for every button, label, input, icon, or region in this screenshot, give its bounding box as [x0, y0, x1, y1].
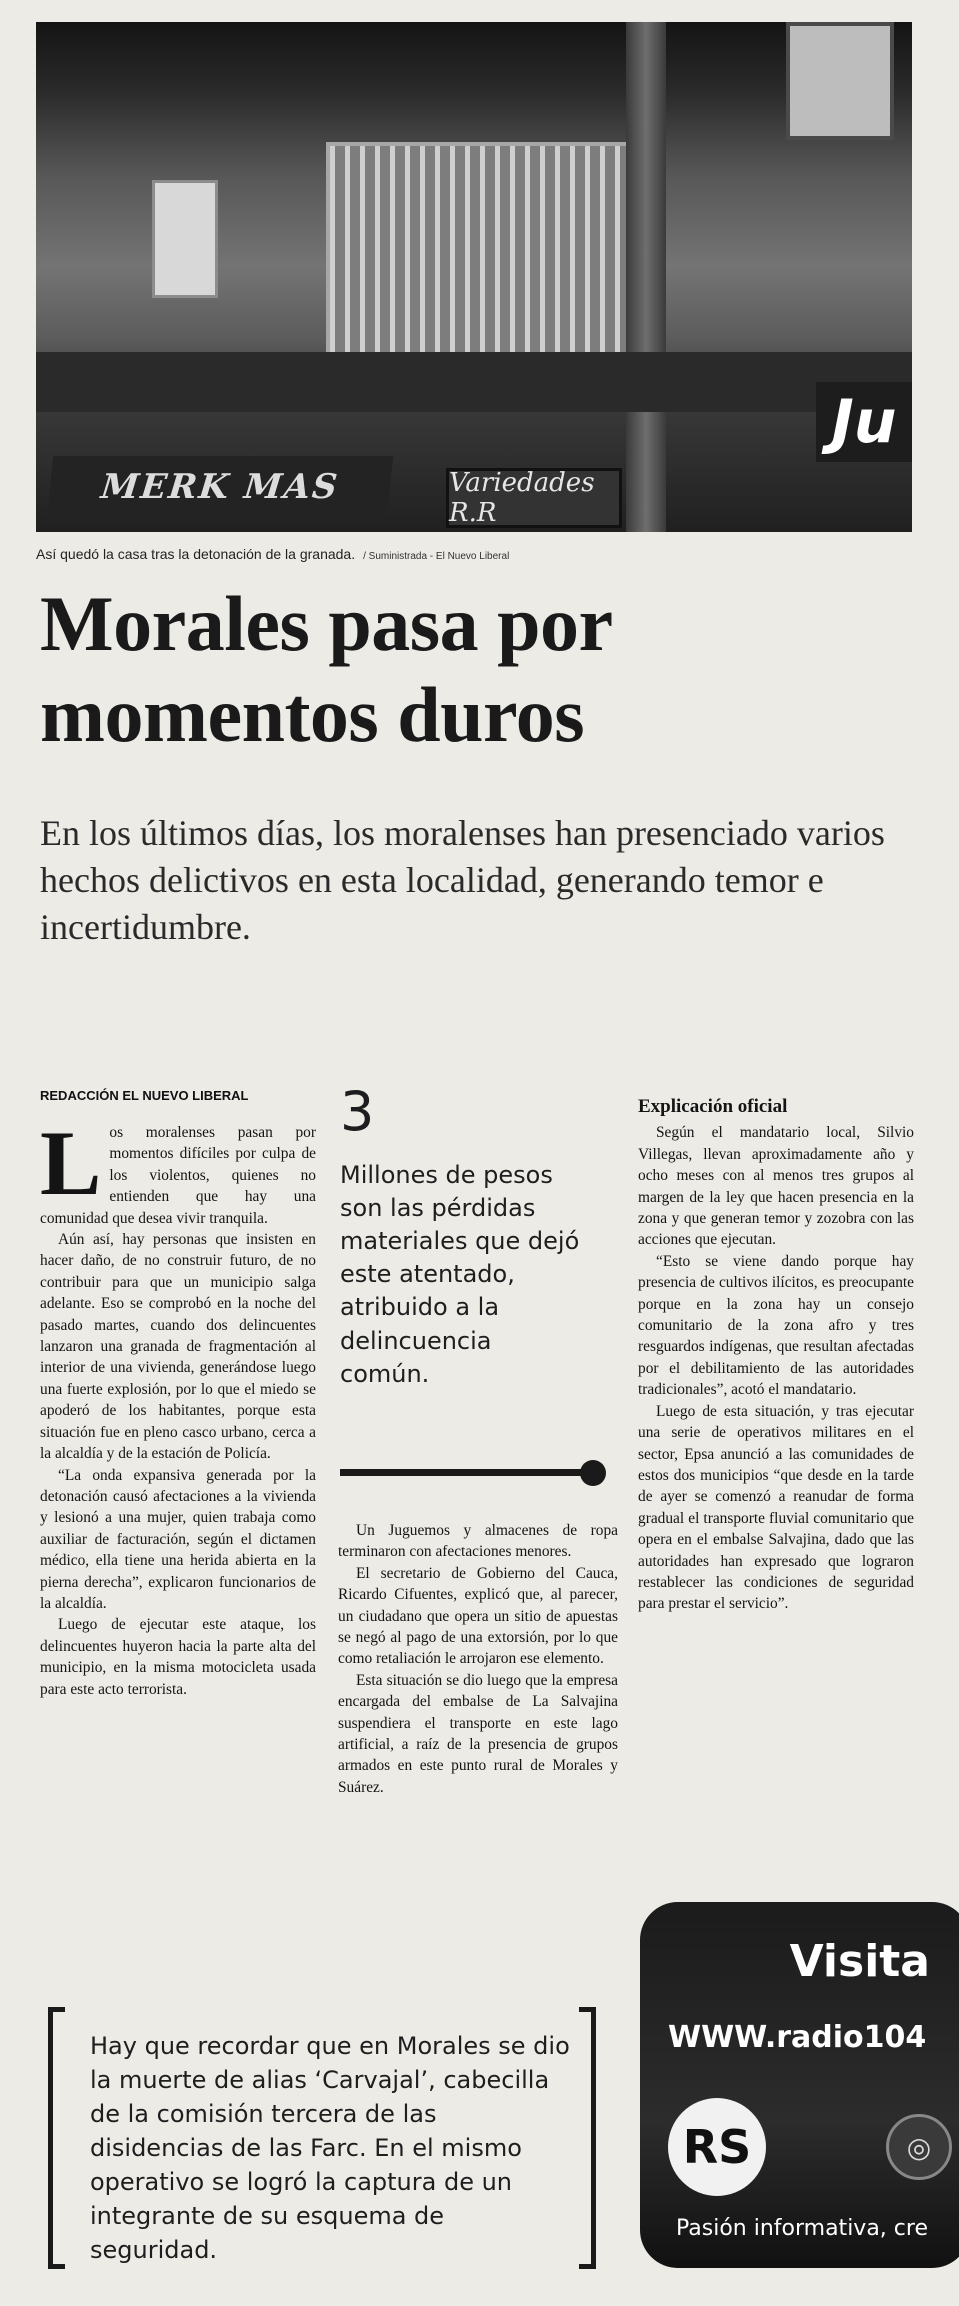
- stat-dot: [580, 1460, 606, 1486]
- ad-url: WWW.radio104: [668, 2020, 927, 2055]
- photo-caption: [36, 546, 509, 562]
- broadcast-icon: ◎: [886, 2114, 952, 2180]
- ad-tagline: Pasión informativa, cre: [676, 2216, 928, 2241]
- house-window-right: [786, 22, 894, 140]
- paragraph: El secretario de Gobierno del Cauca, Ricardo Cifuentes, explicó que, al parecer, un ciudadano que opera un sitio de apuestas se negó al pago de una extorsión, por lo que como retaliación le arrojaron ese elemento.: [338, 1564, 618, 1668]
- stat-callout: [340, 1080, 580, 1391]
- paragraph: Según el mandatario local, Silvio Villegas, llevan aproximadamente año y ocho meses con al menos tres grupos al margen de la ley que hacen presencia en la zona y que generan temor y zozobra con las acciones que ejecutan.: [638, 1124, 914, 1249]
- article-column-1: [40, 1112, 316, 1700]
- store-sign-left: MERK MAS: [47, 456, 394, 518]
- pull-quote-text: Hay que recordar que en Morales se dio la muerte de alias ‘Carvajal’, cabecilla de la comisión tercera de las disidencias de las Farc. En el mismo operativo se logró la captura de un integrante de su esquema de seguridad.: [90, 2032, 570, 2265]
- section-subhead: Explicación oficial: [638, 1096, 788, 1117]
- paragraph: “La onda expansiva generada por la detonación causó afectaciones a la vivienda y lesionó a una mujer, quien trabaja como auxiliar de facturación, según el dictamen médico, ella tiene una herida abierta en la pierna derecha”, explicaron funcionarios de la alcaldía.: [40, 1466, 316, 1612]
- paragraph: Luego de ejecutar este ataque, los delincuentes huyeron hacia la parte alta del municipio, en la misma motocicleta usada para este acto terrorista.: [40, 1616, 316, 1698]
- byline: REDACCIÓN EL NUEVO LIBERAL: [40, 1088, 249, 1103]
- quote-bracket-left: [48, 2007, 65, 2269]
- store-sign-right: Ju: [816, 382, 912, 462]
- paragraph: Aún así, hay personas que insisten en hacer daño, de no construir futuro, de no contribuir para que un municipio salga adelante. Eso se comprobó en la noche del pasado martes, cuando dos delincuentes lanzaron una granada de fragmentación al interior de una vivienda, generándose luego una fuerte explosión, por lo que el miedo se apoderó de los habitantes, porque esta situación fue en pleno casco urbano, cerca a la alcaldía y de la estación de Policía.: [40, 1231, 316, 1463]
- ad-headline: Visita: [789, 1936, 930, 1987]
- radio-ad: [640, 1902, 959, 2268]
- stat-text: Millones de pesos son las pérdidas materiales que dejó este atentado, atribuido a la delincuencia común.: [340, 1161, 580, 1388]
- paragraph: [40, 1112, 316, 1229]
- stat-rule: [340, 1469, 588, 1476]
- caption-text: Así quedó la casa tras la detonación de la granada.: [36, 546, 356, 562]
- pull-quote: [48, 2007, 596, 2267]
- paragraph: Un Juguemos y almacenes de ropa terminaron con afectaciones menores.: [338, 1522, 618, 1561]
- paragraph: Esta situación se dio luego que la empresa encargada del embalse de La Salvajina suspendiera el transporte en este lago artificial, a raíz de la presencia de grupos armados en este punto rural de Morales y Suárez.: [338, 1671, 618, 1796]
- radio-logo: RS: [668, 2098, 766, 2196]
- headline: Morales pasa por momentos duros: [40, 580, 612, 759]
- subheadline: En los últimos días, los moralenses han presenciado varios hechos delictivos en esta localidad, generando temor e incertidumbre.: [40, 813, 885, 947]
- paragraph: Luego de esta situación, y tras ejecutar una serie de operativos militares en el sector, Epsa anunció a las comunidades de estos dos municipios “que desde en la tarde de ayer se comenzó a reanudar de forma gradual el transporte fluvial comunitario que opera en el embalse Salvajina, dado que las autoridades han expresado que lograron restablecer las condiciones de seguridad para prestar el servicio”.: [638, 1402, 914, 1613]
- photo-credit: / Suministrada - El Nuevo Liberal: [363, 551, 510, 562]
- stat-number: 3: [340, 1080, 375, 1143]
- article-column-2: [338, 1520, 618, 1798]
- house-balcony: [326, 142, 664, 365]
- drop-cap: L: [40, 1112, 102, 1214]
- quote-bracket-right: [579, 2007, 596, 2269]
- storefront-awning: [36, 352, 912, 412]
- article-column-3: [638, 1094, 914, 1615]
- paragraph-text: os moralenses pasan por momentos difíciles por culpa de los violentos, quienes no entienden que hay una comunidad que desea vivir tranquila.: [40, 1124, 316, 1227]
- store-sign-center: Variedades R.R: [446, 468, 622, 528]
- house-window: [152, 180, 218, 298]
- paragraph: “Esto se viene dando porque hay presencia de cultivos ilícitos, es preocupante porque en la zona hay un consejo comunitario de la zona afro y tres resguardos indígenas, que resultan afectadas por el debilitamiento de las autoridades tradicionales”, acotó el mandatario.: [638, 1252, 914, 1399]
- news-photo: [36, 22, 912, 532]
- utility-pole: [626, 22, 666, 532]
